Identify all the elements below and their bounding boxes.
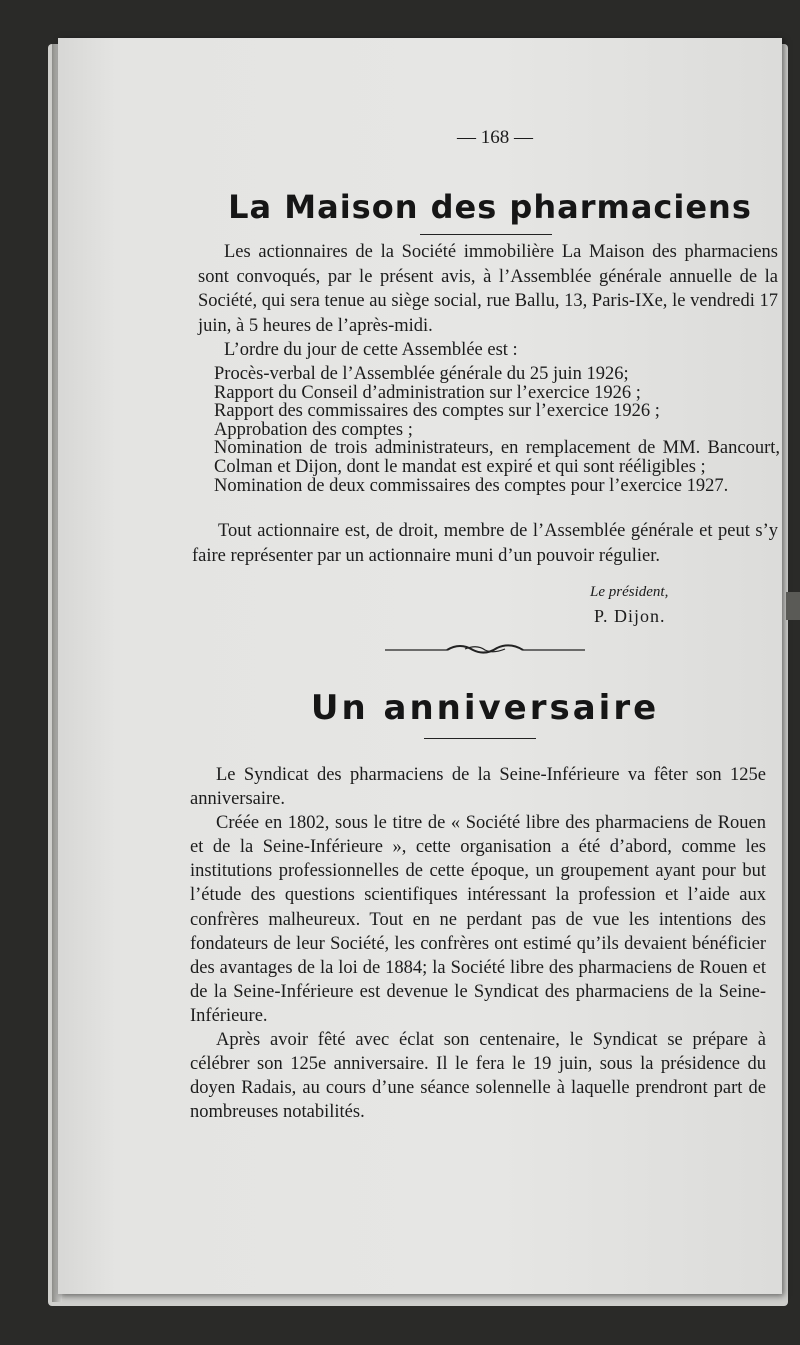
representation-paragraph [192,519,778,568]
agenda-list [214,365,780,495]
representation-text: Tout actionnaire est, de droit, membre de l’Assemblée générale et peut s’y faire représenter par un actionnaire muni d’un pouvoir régulier. [192,521,778,566]
anniversary-paragraph [190,811,766,1028]
agenda-item: Approbation des comptes ; [214,419,413,440]
anniversary-paragraph [190,763,766,811]
anniversary-celebration-text: Après avoir fêté avec éclat son centenaire, le Syndicat se prépare à célébrer son 125e anniversaire. Il le fera le 19 juin, sous la présidence du doyen Radais, au cours d’une séance solennelle à laquelle prendront part de nombreuses notabilités. [190,1030,766,1123]
section-title-maison-des-pharmaciens: La Maison des pharmaciens [228,188,752,226]
title-underline [420,234,552,235]
anniversary-article [190,763,766,1124]
agenda-item: Nomination de deux commissaires des comptes pour l’exercice 1927. [214,475,729,496]
agenda-item: Nomination de trois administrateurs, en remplacement de MM. Bancourt, Colman et Dijon, dont le mandat est expiré et qui sont rééligibles ; [214,438,780,477]
anniversary-paragraph [190,1028,766,1124]
anniversary-intro-text: Le Syndicat des pharmaciens de la Seine-Inférieure va fêter son 125e anniversaire. [190,765,766,810]
convocation-text: Les actionnaires de la Société immobilière La Maison des pharmaciens sont convoqués, par le présent avis, à l’Assemblée générale annuelle de la Société, qui sera tenue au siège social, rue Ballu, 13, Paris-IXe, le vendredi 17 juin, à 5 heures de l’après-midi. [198,242,778,336]
title-underline [424,738,536,739]
agenda-intro-paragraph [198,338,778,363]
signature-title: Le président, [590,584,669,600]
convocation-paragraph [198,240,778,338]
signature-name: P. Dijon. [594,606,666,626]
section-title-un-anniversaire: Un anniversaire [310,688,660,728]
next-page-tab [786,592,800,620]
agenda-item: Rapport du Conseil d’administration sur l’exercice 1926 ; [214,382,641,403]
agenda-item: Procès-verbal de l’Assemblée générale du 25 juin 1926; [214,364,629,384]
ornament-divider [385,640,585,660]
page-number: — 168 — [457,127,533,148]
agenda-intro-text: L’ordre du jour de cette Assemblée est : [224,340,518,360]
anniversary-history-text: Créée en 1802, sous le titre de « Société libre des pharmaciens de Rouen et de la Seine-Inférieure », cette organisation a été d’abord, comme les institutions professionnelles de cette époque, un groupement ayant pour but l’étude des questions scientifiques intéressant la profession et l’aide aux confrères malheureux. Tout en ne perdant pas de vue les intentions des fondateurs de leur Société, les confrères ont estimé qu’ils devaient bénéficier des avantages de la loi de 1884; la Société libre des pharmaciens de Rouen et de la Seine-Inférieure est devenue le Syndicat des pharmaciens de la Seine-Inférieure. [190,813,766,1026]
agenda-item: Rapport des commissaires des comptes sur l’exercice 1926 ; [214,401,660,422]
